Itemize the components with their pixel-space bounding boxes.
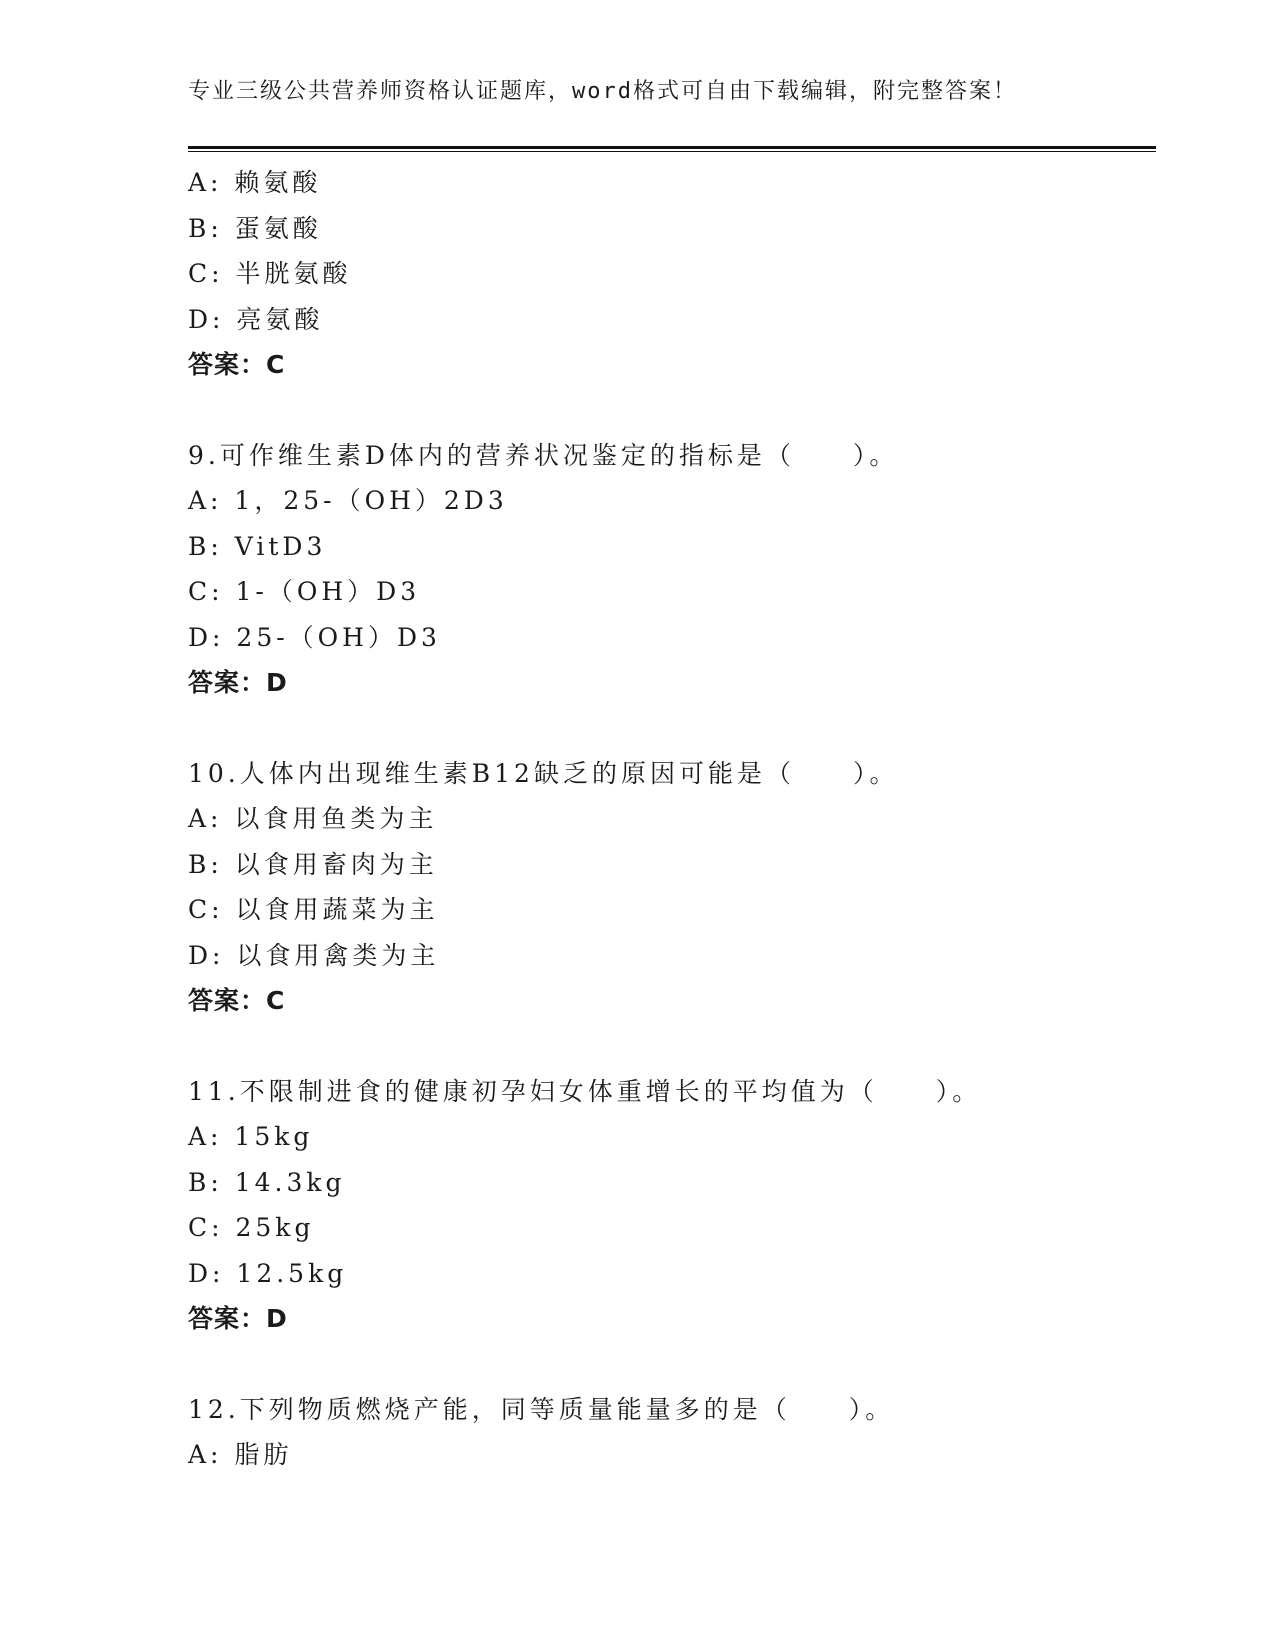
option-b: B: 14.3kg [188, 1167, 346, 1197]
option-c: C: 25kg [188, 1213, 315, 1242]
question-stem: 10.人体内出现维生素B12缺乏的原因可能是（ ）。 [188, 758, 899, 788]
option-d: D: 25-（OH）D3 [188, 622, 441, 652]
option-c: C: 半胱氨酸 [188, 259, 352, 288]
option-b: B: VitD3 [188, 531, 327, 561]
question-block-10 [188, 751, 1148, 1024]
header-rule-thick [188, 146, 1156, 149]
question-stem: 12.下列物质燃烧产能，同等质量能量多的是（ ）。 [188, 1394, 895, 1424]
document-body [188, 160, 1148, 1478]
header-rule-thin [188, 151, 1156, 152]
option-a: A: 1，25-（OH）2D3 [188, 486, 508, 515]
question-block-prev [188, 160, 1148, 388]
option-a: A: 脂肪 [188, 1440, 293, 1469]
question-block-12 [188, 1387, 1148, 1478]
option-b: B: 以食用畜肉为主 [188, 849, 438, 879]
option-d: D: 亮氨酸 [188, 304, 324, 334]
question-block-11 [188, 1069, 1148, 1342]
option-a: A: 15kg [188, 1122, 314, 1151]
option-c: C: 以食用蔬菜为主 [188, 895, 439, 924]
answer-line: 答案：C [188, 350, 286, 379]
answer-line: 答案：C [188, 986, 286, 1015]
answer-line: 答案：D [188, 1304, 288, 1333]
answer-line: 答案：D [188, 668, 288, 697]
option-a: A: 赖氨酸 [188, 168, 322, 197]
page-header: 专业三级公共营养师资格认证题库，word格式可自由下载编辑，附完整答案！ [188, 79, 1017, 104]
question-stem: 9.可作维生素D体内的营养状况鉴定的指标是（ ）。 [188, 440, 899, 470]
option-d: D: 12.5kg [188, 1258, 348, 1288]
option-a: A: 以食用鱼类为主 [188, 804, 438, 833]
option-b: B: 蛋氨酸 [188, 213, 322, 243]
option-c: C: 1-（OH）D3 [188, 577, 421, 606]
option-d: D: 以食用禽类为主 [188, 940, 440, 970]
question-stem: 11.不限制进食的健康初孕妇女体重增长的平均值为（ ）。 [188, 1076, 982, 1106]
question-block-9 [188, 433, 1148, 706]
